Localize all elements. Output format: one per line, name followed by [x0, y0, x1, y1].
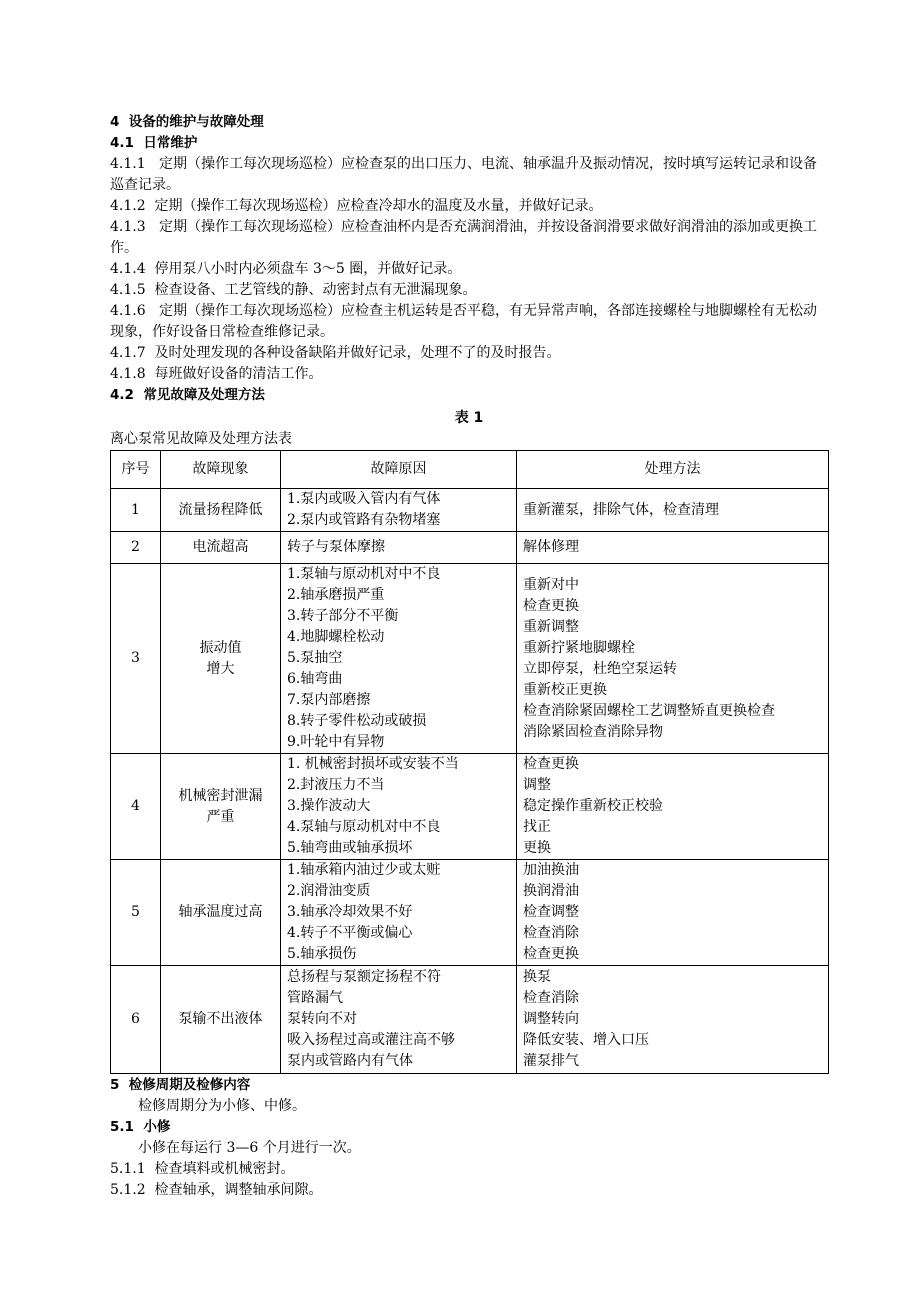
section-4-1-heading: 4.1 日常维护 — [110, 135, 198, 151]
cell-cause — [281, 860, 517, 966]
cell-method-line: 重新校正更换 — [523, 681, 607, 698]
header-method: 处理方法 — [517, 451, 829, 489]
cell-no: 2 — [111, 532, 161, 564]
cell-cause — [281, 489, 517, 532]
cell-symptom-line: 电流超高 — [192, 539, 249, 555]
cell-method-line: 消除紧固检查消除异物 — [523, 723, 663, 740]
header-no: 序号 — [111, 451, 161, 489]
cell-symptom-line: 增大 — [206, 660, 235, 677]
cell-method — [517, 532, 829, 564]
cell-method-line: 换泵 — [523, 969, 551, 985]
cell-cause — [281, 754, 517, 860]
cell-cause-line: 管路漏气 — [287, 990, 343, 1006]
cell-cause-line: 4.地脚螺栓松动 — [287, 629, 385, 645]
cell-method — [517, 966, 829, 1074]
cell-symptom-line: 严重 — [206, 808, 235, 825]
section-5-intro: 检修周期分为小修、中修。 — [138, 1098, 306, 1114]
cell-symptom — [161, 966, 281, 1074]
cell-method-line: 检查调整 — [523, 904, 579, 920]
cell-cause-line: 5.泵抽空 — [287, 650, 343, 666]
item-4-1-3: 4.1.3 定期（操作工每次现场巡检）应检查油杯内是否充满润滑油，并按设备润滑要求做好润滑油的添加或更换工作。 — [110, 219, 817, 256]
cell-method-line: 检查消除 — [523, 925, 579, 941]
section-5-1-heading: 5.1 小修 — [110, 1119, 171, 1135]
table-header-row — [111, 451, 829, 489]
cell-symptom-line: 流量扬程降低 — [178, 501, 263, 518]
cell-cause-line: 5.轴承损伤 — [287, 946, 357, 962]
item-4-1-7: 4.1.7 及时处理发现的各种设备缺陷并做好记录，处理不了的及时报告。 — [110, 345, 561, 361]
cell-cause-line: 3.操作波动大 — [287, 798, 371, 814]
item-4-1-2: 4.1.2 定期（操作工每次现场巡检）应检查冷却水的温度及水量，并做好记录。 — [110, 198, 603, 214]
cell-cause-line: 4.泵轴与原动机对中不良 — [287, 819, 441, 835]
item-4-1-6: 4.1.6 定期（操作工每次现场巡检）应检查主机运转是否平稳，有无异常声响，各部连接螺栓与地脚螺栓有无松动现象，作好设备日常检查维修记录。 — [110, 303, 817, 340]
cell-method-line: 重新拧紧地脚螺栓 — [523, 639, 635, 656]
item-4-1-4: 4.1.4 停用泵八小时内必须盘车 3～5 圈，并做好记录。 — [110, 261, 462, 277]
cell-no: 4 — [111, 754, 161, 860]
document-page — [110, 112, 828, 1201]
header-symptom: 故障现象 — [161, 451, 281, 489]
cell-cause-line: 9.叶轮中有异物 — [287, 734, 385, 750]
cell-method-line: 调整 — [523, 777, 551, 793]
cell-no: 3 — [111, 564, 161, 754]
cell-method-line: 稳定操作重新校正校验 — [523, 798, 663, 814]
cell-cause-line: 1.轴承箱内油过少或太赃 — [287, 862, 441, 878]
cell-cause — [281, 532, 517, 564]
cell-method-line: 检查消除紧固螺栓工艺调整矫直更换检查 — [523, 702, 775, 719]
cell-method-line: 重新对中 — [523, 576, 579, 593]
cell-method — [517, 489, 829, 532]
cell-cause-line: 3.转子部分不平衡 — [287, 608, 399, 624]
cell-method — [517, 860, 829, 966]
table-row — [111, 966, 829, 1074]
cell-method-line: 检查更换 — [523, 756, 579, 772]
cell-method-line: 加油换油 — [523, 862, 579, 878]
cell-symptom — [161, 754, 281, 860]
cell-cause — [281, 966, 517, 1074]
table-row — [111, 564, 829, 754]
cell-cause-line: 转子与泵体摩擦 — [287, 539, 385, 555]
section-5-heading: 5 检修周期及检修内容 — [110, 1077, 251, 1093]
cell-symptom-line: 泵输不出液体 — [178, 1011, 263, 1027]
cell-method-line: 立即停泵，杜绝空泵运转 — [523, 660, 677, 677]
cell-cause-line: 1.泵内或吸入管内有气体 — [287, 491, 441, 507]
cell-method-line: 解体修理 — [523, 539, 579, 555]
cell-cause-line: 5.轴弯曲或轴承损坏 — [287, 840, 413, 856]
cell-method-line: 换润滑油 — [523, 883, 579, 899]
cell-cause-line: 2.轴承磨损严重 — [287, 587, 385, 603]
section-4-2-heading: 4.2 常见故障及处理方法 — [110, 387, 265, 403]
cell-cause-line: 4.转子不平衡或偏心 — [287, 925, 413, 941]
cell-method-line: 检查消除 — [523, 990, 579, 1006]
cell-symptom — [161, 489, 281, 532]
cell-symptom — [161, 564, 281, 754]
section-5-1-intro: 小修在每运行 3—6 个月进行一次。 — [138, 1140, 361, 1156]
cell-cause-line: 吸入扬程过高或灌注高不够 — [287, 1032, 455, 1048]
table-row — [111, 860, 829, 966]
cell-no: 5 — [111, 860, 161, 966]
cell-no: 6 — [111, 966, 161, 1074]
cell-cause-line: 1.泵轴与原动机对中不良 — [287, 566, 441, 582]
cell-symptom — [161, 860, 281, 966]
item-5-1-1: 5.1.1 检查填料或机械密封。 — [110, 1161, 295, 1177]
cell-cause-line: 7.泵内部磨擦 — [287, 692, 371, 708]
cell-method-line: 检查更换 — [523, 597, 579, 614]
cell-method-line: 更换 — [523, 840, 551, 856]
cell-symptom-line: 轴承温度过高 — [178, 904, 263, 920]
cell-cause-line: 泵内或管路内有气体 — [287, 1053, 413, 1069]
table-row — [111, 754, 829, 860]
cell-cause-line: 3.轴承冷却效果不好 — [287, 904, 413, 920]
item-4-1-1: 4.1.1 定期（操作工每次现场巡检）应检查泵的出口压力、电流、轴承温升及振动情况，按时填写运转记录和设备巡查记录。 — [110, 156, 817, 193]
cell-cause-line: 2.泵内或管路有杂物堵塞 — [287, 512, 441, 528]
table-label: 表 1 — [454, 410, 484, 426]
cell-cause-line: 6.轴弯曲 — [287, 671, 343, 687]
cell-method-line: 检查更换 — [523, 946, 579, 962]
cell-method-line: 降低安装、增入口压 — [523, 1032, 649, 1048]
cell-cause-line: 总扬程与泵额定扬程不符 — [287, 969, 441, 985]
cell-method-line: 灌泵排气 — [523, 1053, 579, 1069]
table-caption: 离心泵常见故障及处理方法表 — [110, 431, 292, 447]
cell-cause — [281, 564, 517, 754]
cell-symptom-line: 振动值 — [199, 639, 242, 656]
cell-method-line: 重新灌泵，排除气体，检查清理 — [523, 501, 719, 518]
cell-symptom — [161, 532, 281, 564]
cell-method-line: 调整转向 — [523, 1011, 579, 1027]
table-row — [111, 532, 829, 564]
cell-cause-line: 1. 机械密封损坏或安装不当 — [287, 756, 459, 772]
section-4-heading: 4 设备的维护与故障处理 — [110, 114, 264, 130]
header-cause: 故障原因 — [281, 451, 517, 489]
cell-cause-line: 2.封液压力不当 — [287, 777, 385, 793]
item-5-1-2: 5.1.2 检查轴承，调整轴承间隙。 — [110, 1182, 323, 1198]
cell-cause-line: 泵转向不对 — [287, 1011, 357, 1027]
table-row — [111, 489, 829, 532]
fault-table — [110, 450, 829, 1074]
cell-no: 1 — [111, 489, 161, 532]
item-4-1-5: 4.1.5 检查设备、工艺管线的静、动密封点有无泄漏现象。 — [110, 282, 477, 298]
cell-method-line: 找正 — [523, 819, 551, 835]
cell-method-line: 重新调整 — [523, 618, 579, 635]
item-4-1-8: 4.1.8 每班做好设备的清洁工作。 — [110, 366, 323, 382]
cell-cause-line: 2.润滑油变质 — [287, 883, 371, 899]
cell-method — [517, 564, 829, 754]
cell-symptom-line: 机械密封泄漏 — [178, 787, 263, 804]
cell-method — [517, 754, 829, 860]
cell-cause-line: 8.转子零件松动或破损 — [287, 713, 427, 729]
